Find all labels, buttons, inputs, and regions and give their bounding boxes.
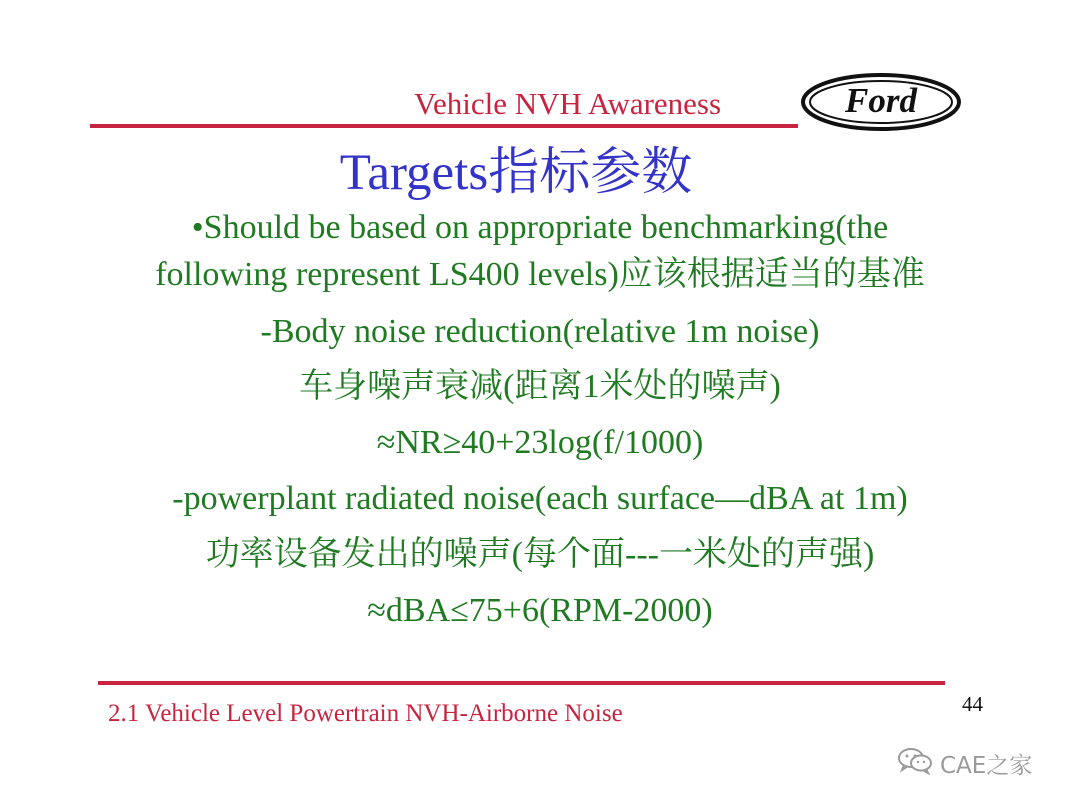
bottom-divider [98, 681, 945, 685]
watermark [896, 748, 1032, 778]
slide-title: Targets指标参数 [339, 145, 693, 201]
body-line-4: 车身噪声衰减(距离1米处的噪声) [299, 368, 781, 405]
body-line-5: ≈NR≥40+23log(f/1000) [376, 424, 704, 461]
page-number: 44 [962, 692, 983, 716]
body-line-1: •Should be based on appropriate benchmarking(the [191, 209, 889, 246]
body-line-8: ≈dBA≤75+6(RPM-2000) [367, 592, 713, 629]
wechat-icon [896, 745, 934, 781]
header-title: Vehicle NVH Awareness [414, 86, 722, 121]
footer-title: 2.1 Vehicle Level Powertrain NVH-Airborne Noise [108, 700, 623, 727]
body-line-6: -powerplant radiated noise(each surface—dBA at 1m) [172, 480, 908, 517]
body-line-7: 功率设备发出的噪声(每个面---一米处的声强) [205, 536, 875, 573]
ford-logo-text: Ford [845, 81, 917, 120]
watermark-text: CAE之家 [940, 752, 1033, 779]
body-line-2: following represent LS400 levels)应该根据适当的基准 [155, 256, 925, 293]
body-line-3: -Body noise reduction(relative 1m noise) [260, 313, 820, 350]
ford-logo [800, 72, 962, 132]
top-divider [90, 124, 798, 128]
